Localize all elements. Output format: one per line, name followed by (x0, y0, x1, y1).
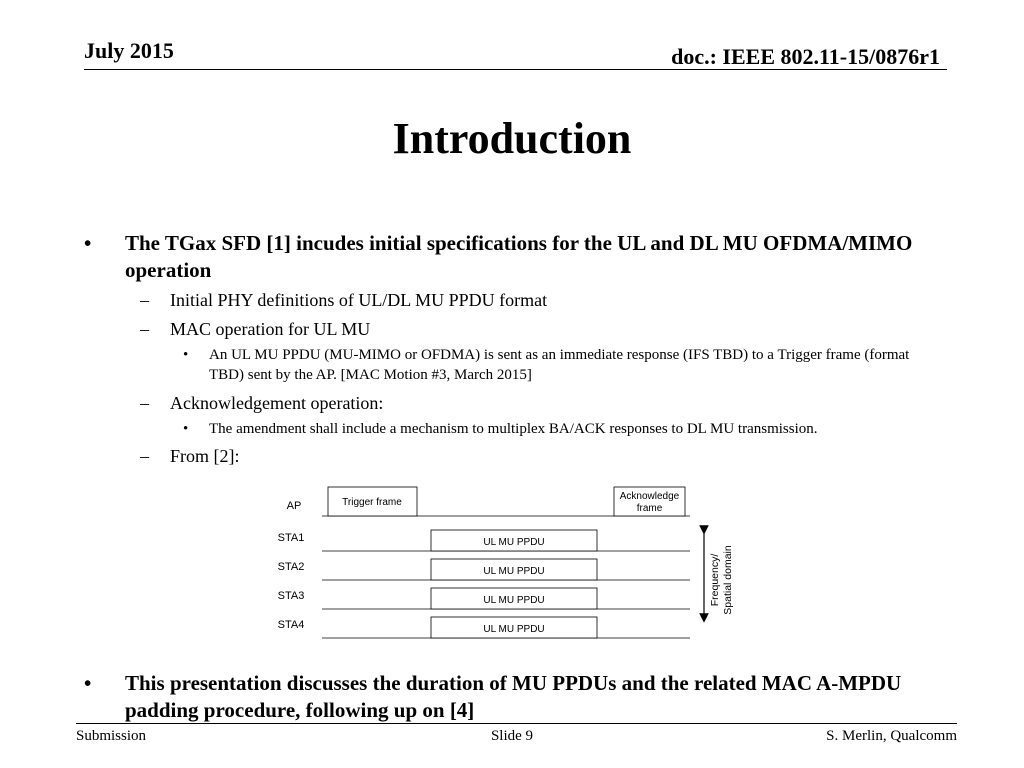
bullet-text: Initial PHY definitions of UL/DL MU PPDU format (170, 290, 548, 310)
sta2-ppdu-label: UL MU PPDU (483, 566, 545, 577)
footer-slide-number: Slide 9 (490, 728, 534, 744)
bullet-text: From [2]: (170, 446, 240, 466)
bullet-marker: • (183, 421, 189, 437)
row-label-sta2: STA2 (277, 561, 305, 573)
ack-frame-label-line2: frame (636, 503, 663, 514)
footer-divider (76, 723, 957, 724)
row-label-sta4: STA4 (277, 619, 305, 631)
axis-label-line1: Frequency/ (709, 553, 721, 607)
footer-author: S. Merlin, Qualcomm (826, 728, 957, 744)
ack-frame-label-line1: Acknowledge (619, 491, 680, 502)
dash-marker: – (140, 393, 149, 413)
bullet-text: Acknowledgement operation: (170, 393, 384, 413)
sta4-ppdu-label: UL MU PPDU (483, 624, 545, 635)
dash-marker: – (140, 319, 149, 339)
sta3-ppdu-label: UL MU PPDU (483, 595, 545, 606)
bullet-marker: • (84, 671, 92, 695)
bullet-text: This presentation discusses the duration of MU PPDUs and the related MAC A-MPDU padding procedure, following up on [4] (125, 671, 902, 722)
slide-title: Introduction (392, 114, 632, 163)
dash-marker: – (140, 290, 149, 310)
bullet-text: MAC operation for UL MU (170, 319, 371, 339)
bullet-text: An UL MU PPDU (MU-MIMO or OFDMA) is sent as an immediate response (IFS TBD) to a Trigger frame (format TBD) sent by the AP. [MAC Motion #3, March 2015] (209, 347, 910, 383)
sta1-ppdu-label: UL MU PPDU (483, 537, 545, 548)
row-label-sta3: STA3 (277, 590, 305, 602)
row-label-sta1: STA1 (277, 532, 305, 544)
bullet-marker: • (183, 347, 189, 363)
header-doc-id: doc.: IEEE 802.11-15/0876r1 (671, 44, 940, 69)
axis-label-line2: Spatial domain (722, 545, 734, 615)
row-label-ap: AP (286, 500, 302, 512)
trigger-frame-label: Trigger frame (342, 497, 402, 508)
bullet-marker: • (84, 231, 92, 255)
dash-marker: – (140, 446, 149, 466)
bullet-text: The TGax SFD [1] incudes initial specifications for the UL and DL MU OFDMA/MIMO operation (125, 231, 913, 282)
footer-submission: Submission (76, 728, 147, 744)
bullet-text: The amendment shall include a mechanism to multiplex BA/ACK responses to DL MU transmission. (209, 421, 818, 437)
bullet-level1 (84, 670, 924, 724)
header-date: July 2015 (84, 38, 174, 63)
